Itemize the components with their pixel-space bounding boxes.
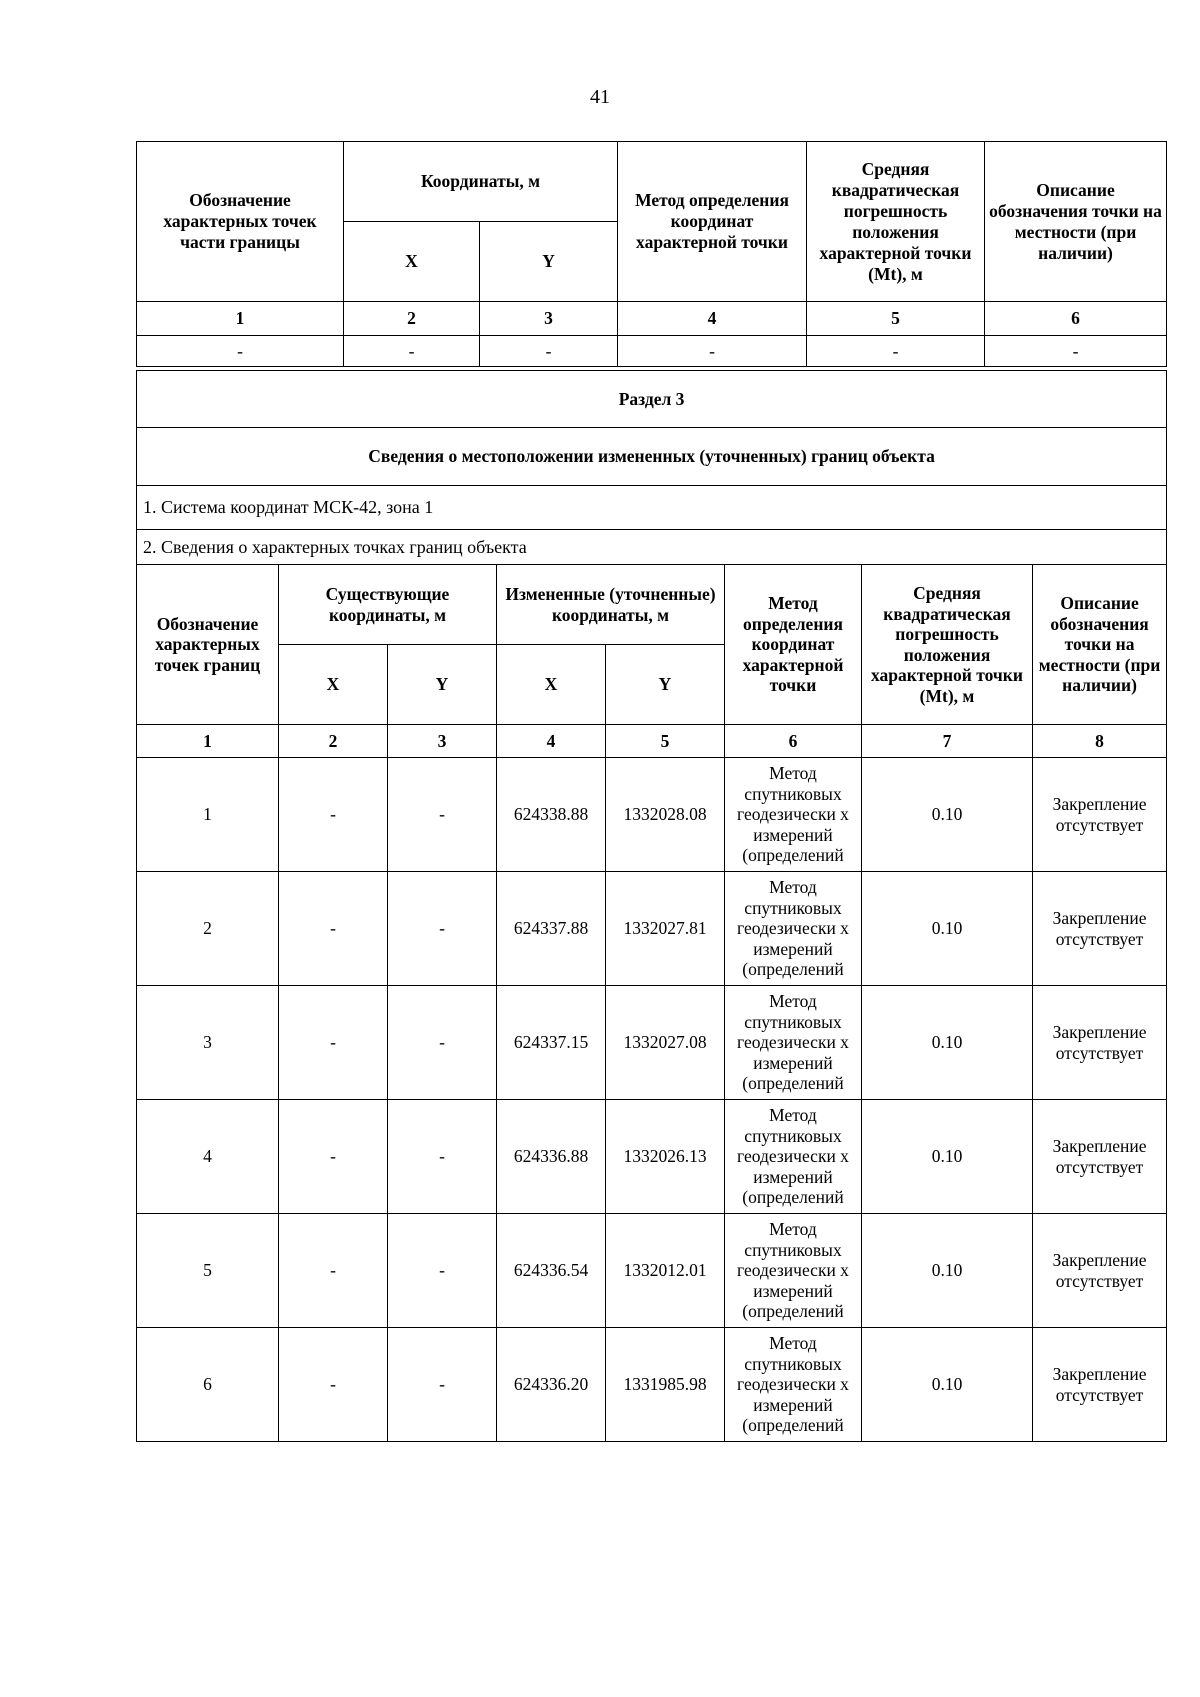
header-error: Средняя квадратическая погрешность положения характерной точки (Mt), м [862,565,1033,725]
column-number: 2 [344,302,480,336]
point-id: 5 [137,1214,279,1328]
column-number: 8 [1033,725,1167,758]
coordinate-system: 1. Система координат МСК-42, зона 1 [137,486,1167,530]
column-number: 5 [807,302,985,336]
error-value: 0.10 [862,872,1033,986]
changed-x: 624337.88 [497,872,606,986]
existing-y: - [388,1214,497,1328]
description-cell: Закрепление отсутствует [1033,1100,1167,1214]
table-row [137,986,1167,1100]
existing-y: - [388,1100,497,1214]
header-x: X [497,645,606,725]
method-cell: Метод спутниковых геодезически х измерений (определений [725,1328,862,1442]
column-number: 6 [725,725,862,758]
table-cell: - [344,336,480,367]
column-number: 7 [862,725,1033,758]
header-designation: Обозначение характерных точек границ [137,565,279,725]
changed-y: 1331985.98 [606,1328,725,1442]
section-3-table [136,370,1167,1442]
existing-x: - [279,1328,388,1442]
changed-y: 1332027.81 [606,872,725,986]
column-number: 1 [137,302,344,336]
column-number: 2 [279,725,388,758]
table-row [137,758,1167,872]
changed-x: 624337.15 [497,986,606,1100]
table-row [137,1214,1167,1328]
column-number: 3 [480,302,618,336]
table-row [137,1328,1167,1442]
existing-x: - [279,1100,388,1214]
header-y: Y [606,645,725,725]
header-description: Описание обозначения точки на местности (при наличии) [985,142,1167,302]
header-y: Y [388,645,497,725]
existing-y: - [388,1328,497,1442]
table-row [137,872,1167,986]
changed-x: 624338.88 [497,758,606,872]
header-x: X [279,645,388,725]
header-description: Описание обозначения точки на местности (при наличии) [1033,565,1167,725]
point-id: 6 [137,1328,279,1442]
changed-y: 1332027.08 [606,986,725,1100]
method-cell: Метод спутниковых геодезически х измерений (определений [725,1100,862,1214]
header-method: Метод определения координат характерной точки [618,142,807,302]
existing-y: - [388,986,497,1100]
existing-x: - [279,986,388,1100]
column-number: 1 [137,725,279,758]
error-value: 0.10 [862,986,1033,1100]
header-changed-coordinates: Измененные (уточненные) координаты, м [497,565,725,645]
section-title: Раздел 3 [137,371,1167,428]
header-designation: Обозначение характерных точек части границы [137,142,344,302]
changed-y: 1332028.08 [606,758,725,872]
existing-x: - [279,872,388,986]
description-cell: Закрепление отсутствует [1033,1214,1167,1328]
changed-x: 624336.20 [497,1328,606,1442]
table-cell: - [618,336,807,367]
point-id: 1 [137,758,279,872]
method-cell: Метод спутниковых геодезически х измерений (определений [725,758,862,872]
column-number: 3 [388,725,497,758]
point-id: 3 [137,986,279,1100]
description-cell: Закрепление отсутствует [1033,872,1167,986]
table-cell: - [985,336,1167,367]
header-error: Средняя квадратическая погрешность положения характерной точки (Mt), м [807,142,985,302]
existing-x: - [279,1214,388,1328]
header-y: Y [480,222,618,302]
changed-y: 1332026.13 [606,1100,725,1214]
method-cell: Метод спутниковых геодезически х измерений (определений [725,872,862,986]
description-cell: Закрепление отсутствует [1033,758,1167,872]
existing-x: - [279,758,388,872]
error-value: 0.10 [862,758,1033,872]
error-value: 0.10 [862,1100,1033,1214]
table-cell: - [480,336,618,367]
error-value: 0.10 [862,1214,1033,1328]
point-id: 4 [137,1100,279,1214]
column-number: 4 [497,725,606,758]
column-number: 4 [618,302,807,336]
header-x: X [344,222,480,302]
header-coordinates: Координаты, м [344,142,618,222]
error-value: 0.10 [862,1328,1033,1442]
existing-y: - [388,758,497,872]
page-number: 41 [590,86,610,108]
description-cell: Закрепление отсутствует [1033,1328,1167,1442]
description-cell: Закрепление отсутствует [1033,986,1167,1100]
method-cell: Метод спутниковых геодезически х измерений (определений [725,986,862,1100]
changed-x: 624336.54 [497,1214,606,1328]
changed-x: 624336.88 [497,1100,606,1214]
points-info-label: 2. Сведения о характерных точках границ объекта [137,530,1167,565]
column-number: 6 [985,302,1167,336]
table-row [137,1100,1167,1214]
header-method: Метод определения координат характерной точки [725,565,862,725]
table-cell: - [807,336,985,367]
table-cell: - [137,336,344,367]
changed-y: 1332012.01 [606,1214,725,1328]
section-subtitle: Сведения о местоположении измененных (уточненных) границ объекта [137,428,1167,486]
method-cell: Метод спутниковых геодезически х измерений (определений [725,1214,862,1328]
previous-section-table [136,141,1167,367]
point-id: 2 [137,872,279,986]
column-number: 5 [606,725,725,758]
existing-y: - [388,872,497,986]
header-existing-coordinates: Существующие координаты, м [279,565,497,645]
